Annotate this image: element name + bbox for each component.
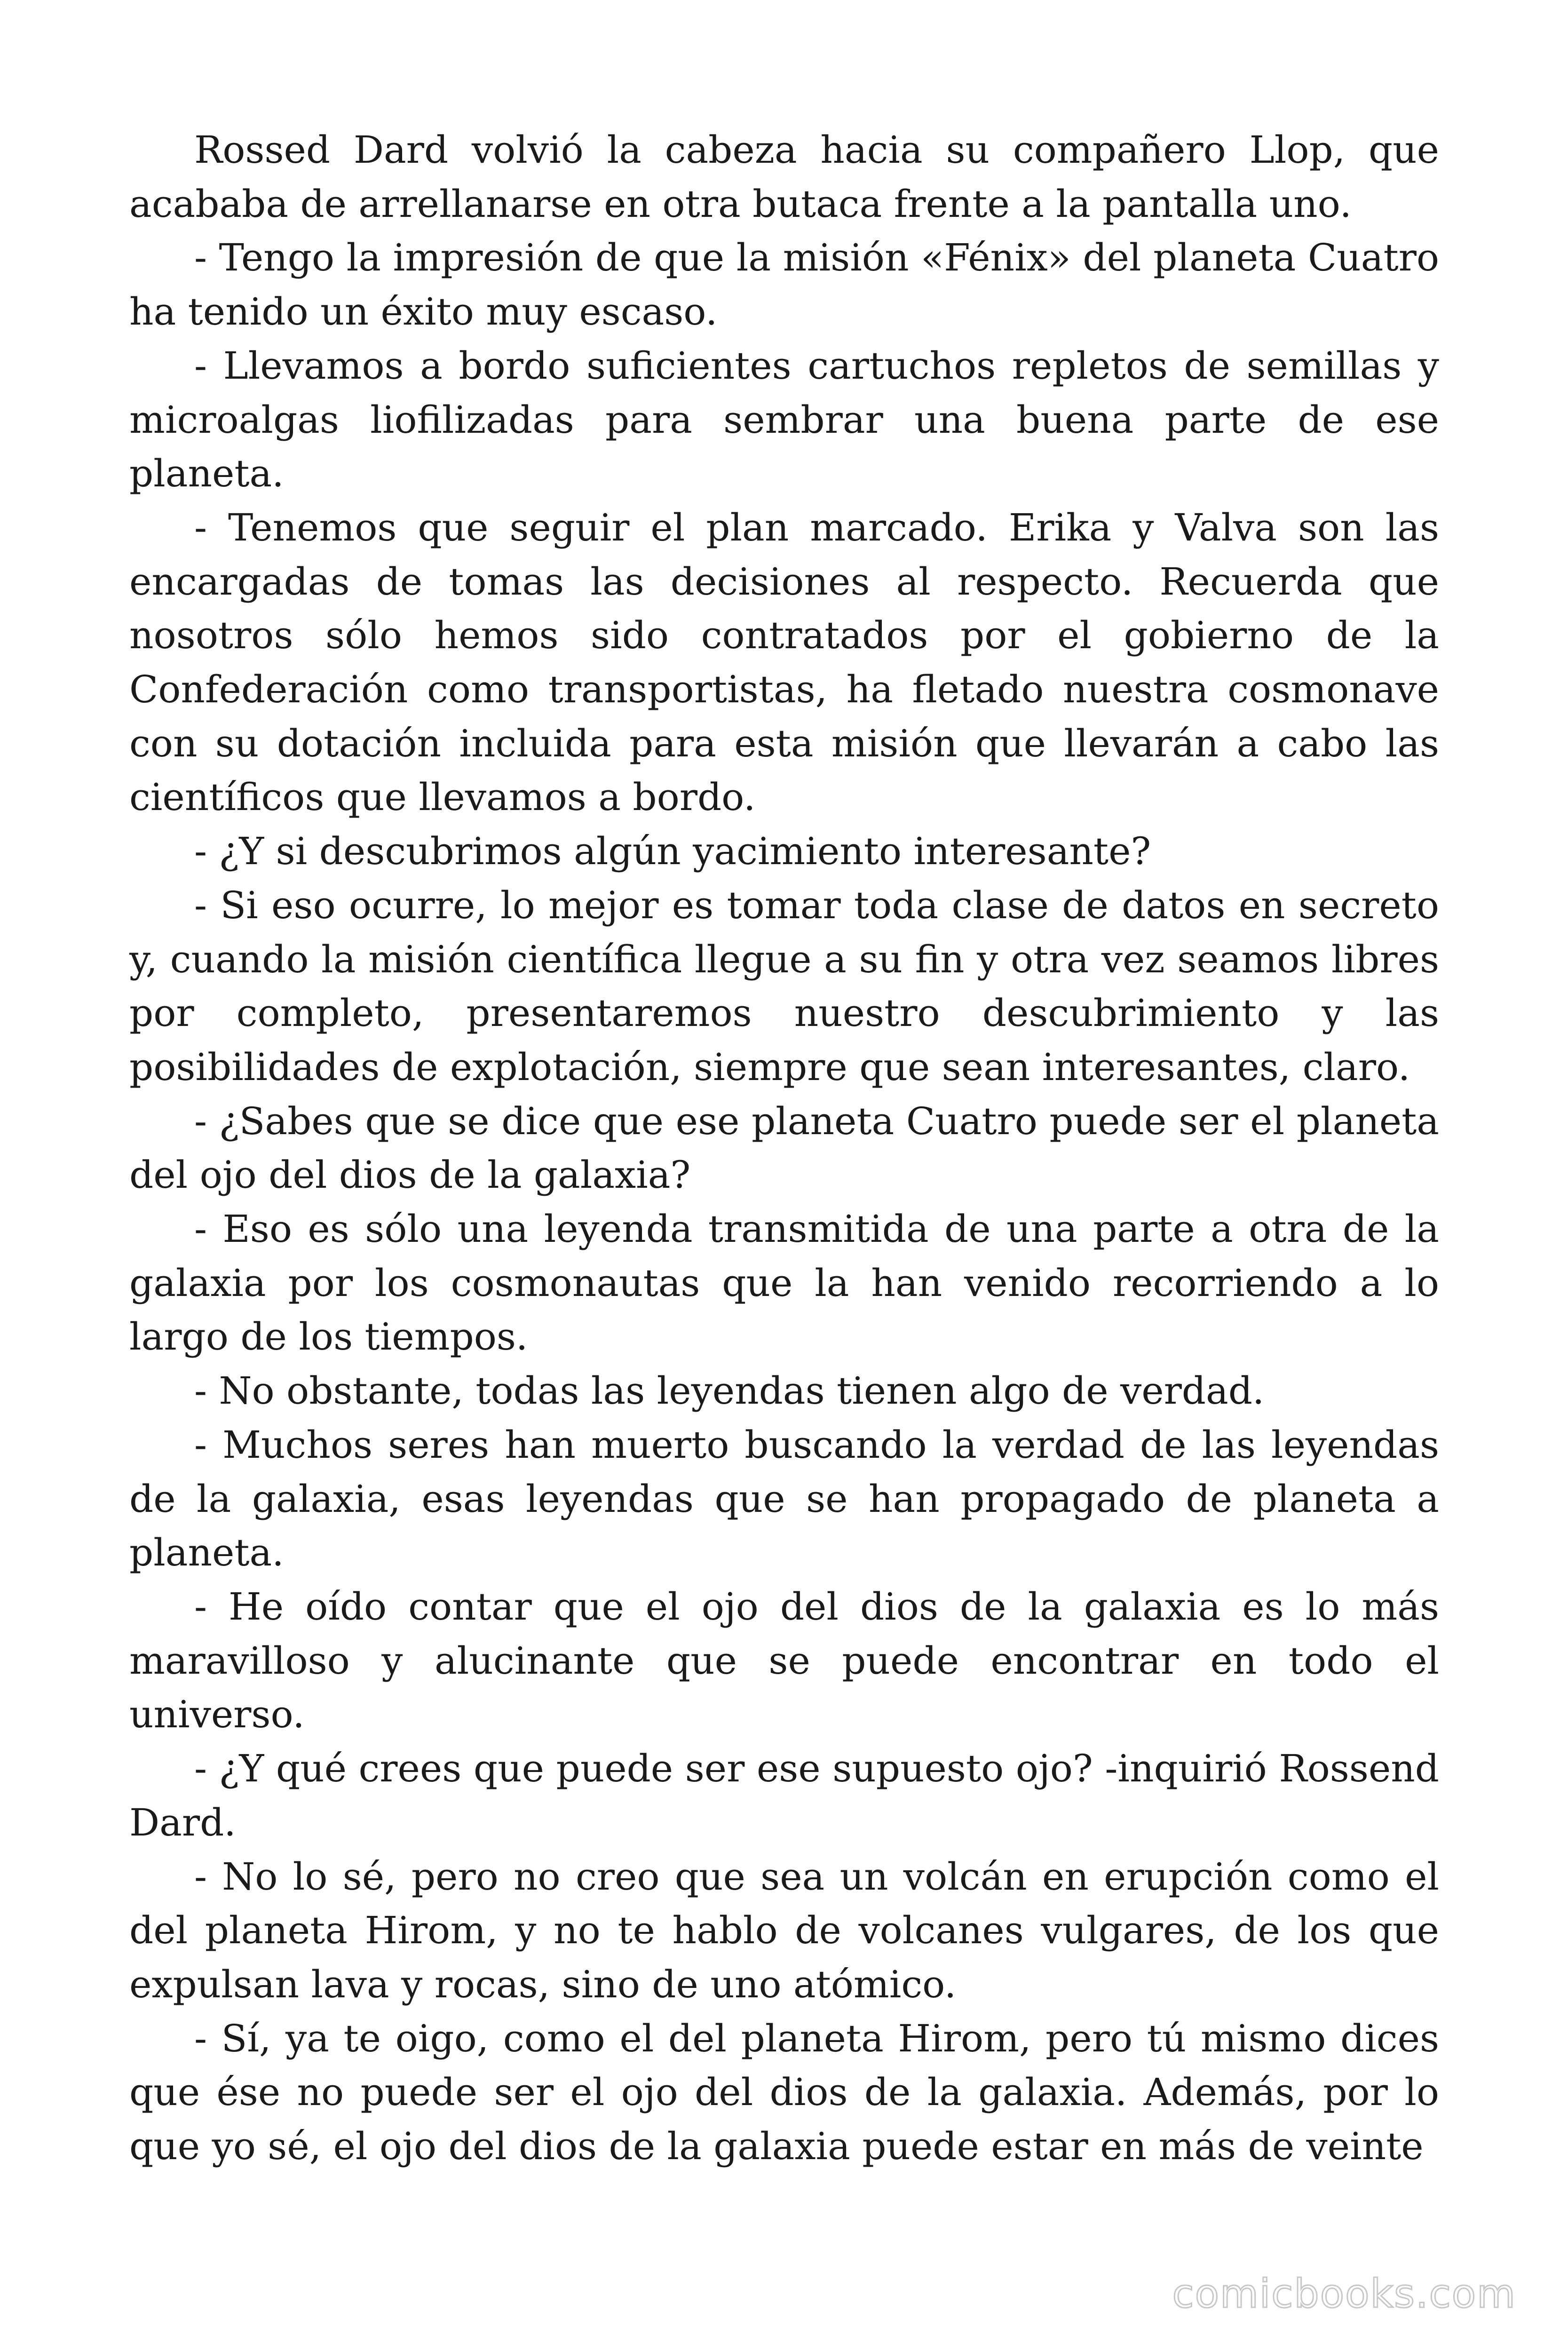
paragraph-4: - Tenemos que seguir el plan marcado. Erika y Valva son las encargadas de tomas las decisiones al respecto. Recuerda que nosotros sólo hemos sido contratados por el gobierno de la Confederación como transportistas, ha fletado nuestra cosmonave con su dotación incluida para esta misión que llevarán a cabo las científicos que llevamos a bordo. [129,505,1439,819]
watermark: comicbooks.com [1172,2271,1516,2317]
paragraph-12: - ¿Y qué crees que puede ser ese supuesto ojo? -inquirió Rossend Dard. [129,1747,1439,1844]
paragraph-10: - Muchos seres han muerto buscando la verdad de las leyendas de la galaxia, esas leyendas que se han propagado de planeta a planeta. [129,1422,1439,1575]
body-text [129,123,1439,2174]
paragraph-7: - ¿Sabes que se dice que ese planeta Cuatro puede ser el planeta del ojo del dios de la galaxia? [129,1099,1439,1197]
paragraph-6: - Si eso ocurre, lo mejor es tomar toda clase de datos en secreto y, cuando la misión científica llegue a su fin y otra vez seamos libres por completo, presentaremos nuestro descubrimiento y las posibilidades de explotación, siempre que sean interesantes, claro. [129,883,1439,1089]
paragraph-2: - Tengo la impresión de que la misión «Fénix» del planeta Cuatro ha tenido un éxito muy escaso. [129,236,1439,334]
paragraph-14: - Sí, ya te oigo, como el del planeta Hirom, pero tú mismo dices que ése no puede ser el ojo del dios de la galaxia. Además, por lo que yo sé, el ojo del dios de la galaxia puede estar en más de veinte [129,2016,1439,2169]
paragraph-9: - No obstante, todas las leyendas tienen algo de verdad. [194,1369,1265,1413]
paragraph-13: - No lo sé, pero no creo que sea un volcán en erupción como el del planeta Hirom, y no te hablo de volcanes vulgares, de los que expulsan lava y rocas, sino de uno atómico. [129,1854,1439,2006]
paragraph-11: - He oído contar que el ojo del dios de la galaxia es lo más maravilloso y alucinante que se puede encontrar en todo el universo. [129,1584,1439,1737]
paragraph-1: Rossed Dard volvió la cabeza hacia su compañero Llop, que acababa de arrellanarse en otra butaca frente a la pantalla uno. [129,128,1439,226]
paragraph-3: - Llevamos a bordo suficientes cartuchos repletos de semillas y microalgas liofilizadas para sembrar una buena parte de ese planeta. [129,343,1439,496]
paragraph-8: - Eso es sólo una leyenda transmitida de una parte a otra de la galaxia por los cosmonautas que la han venido recorriendo a lo largo de los tiempos. [129,1207,1439,1359]
paragraph-5: - ¿Y si descubrimos algún yacimiento interesante? [194,829,1151,874]
